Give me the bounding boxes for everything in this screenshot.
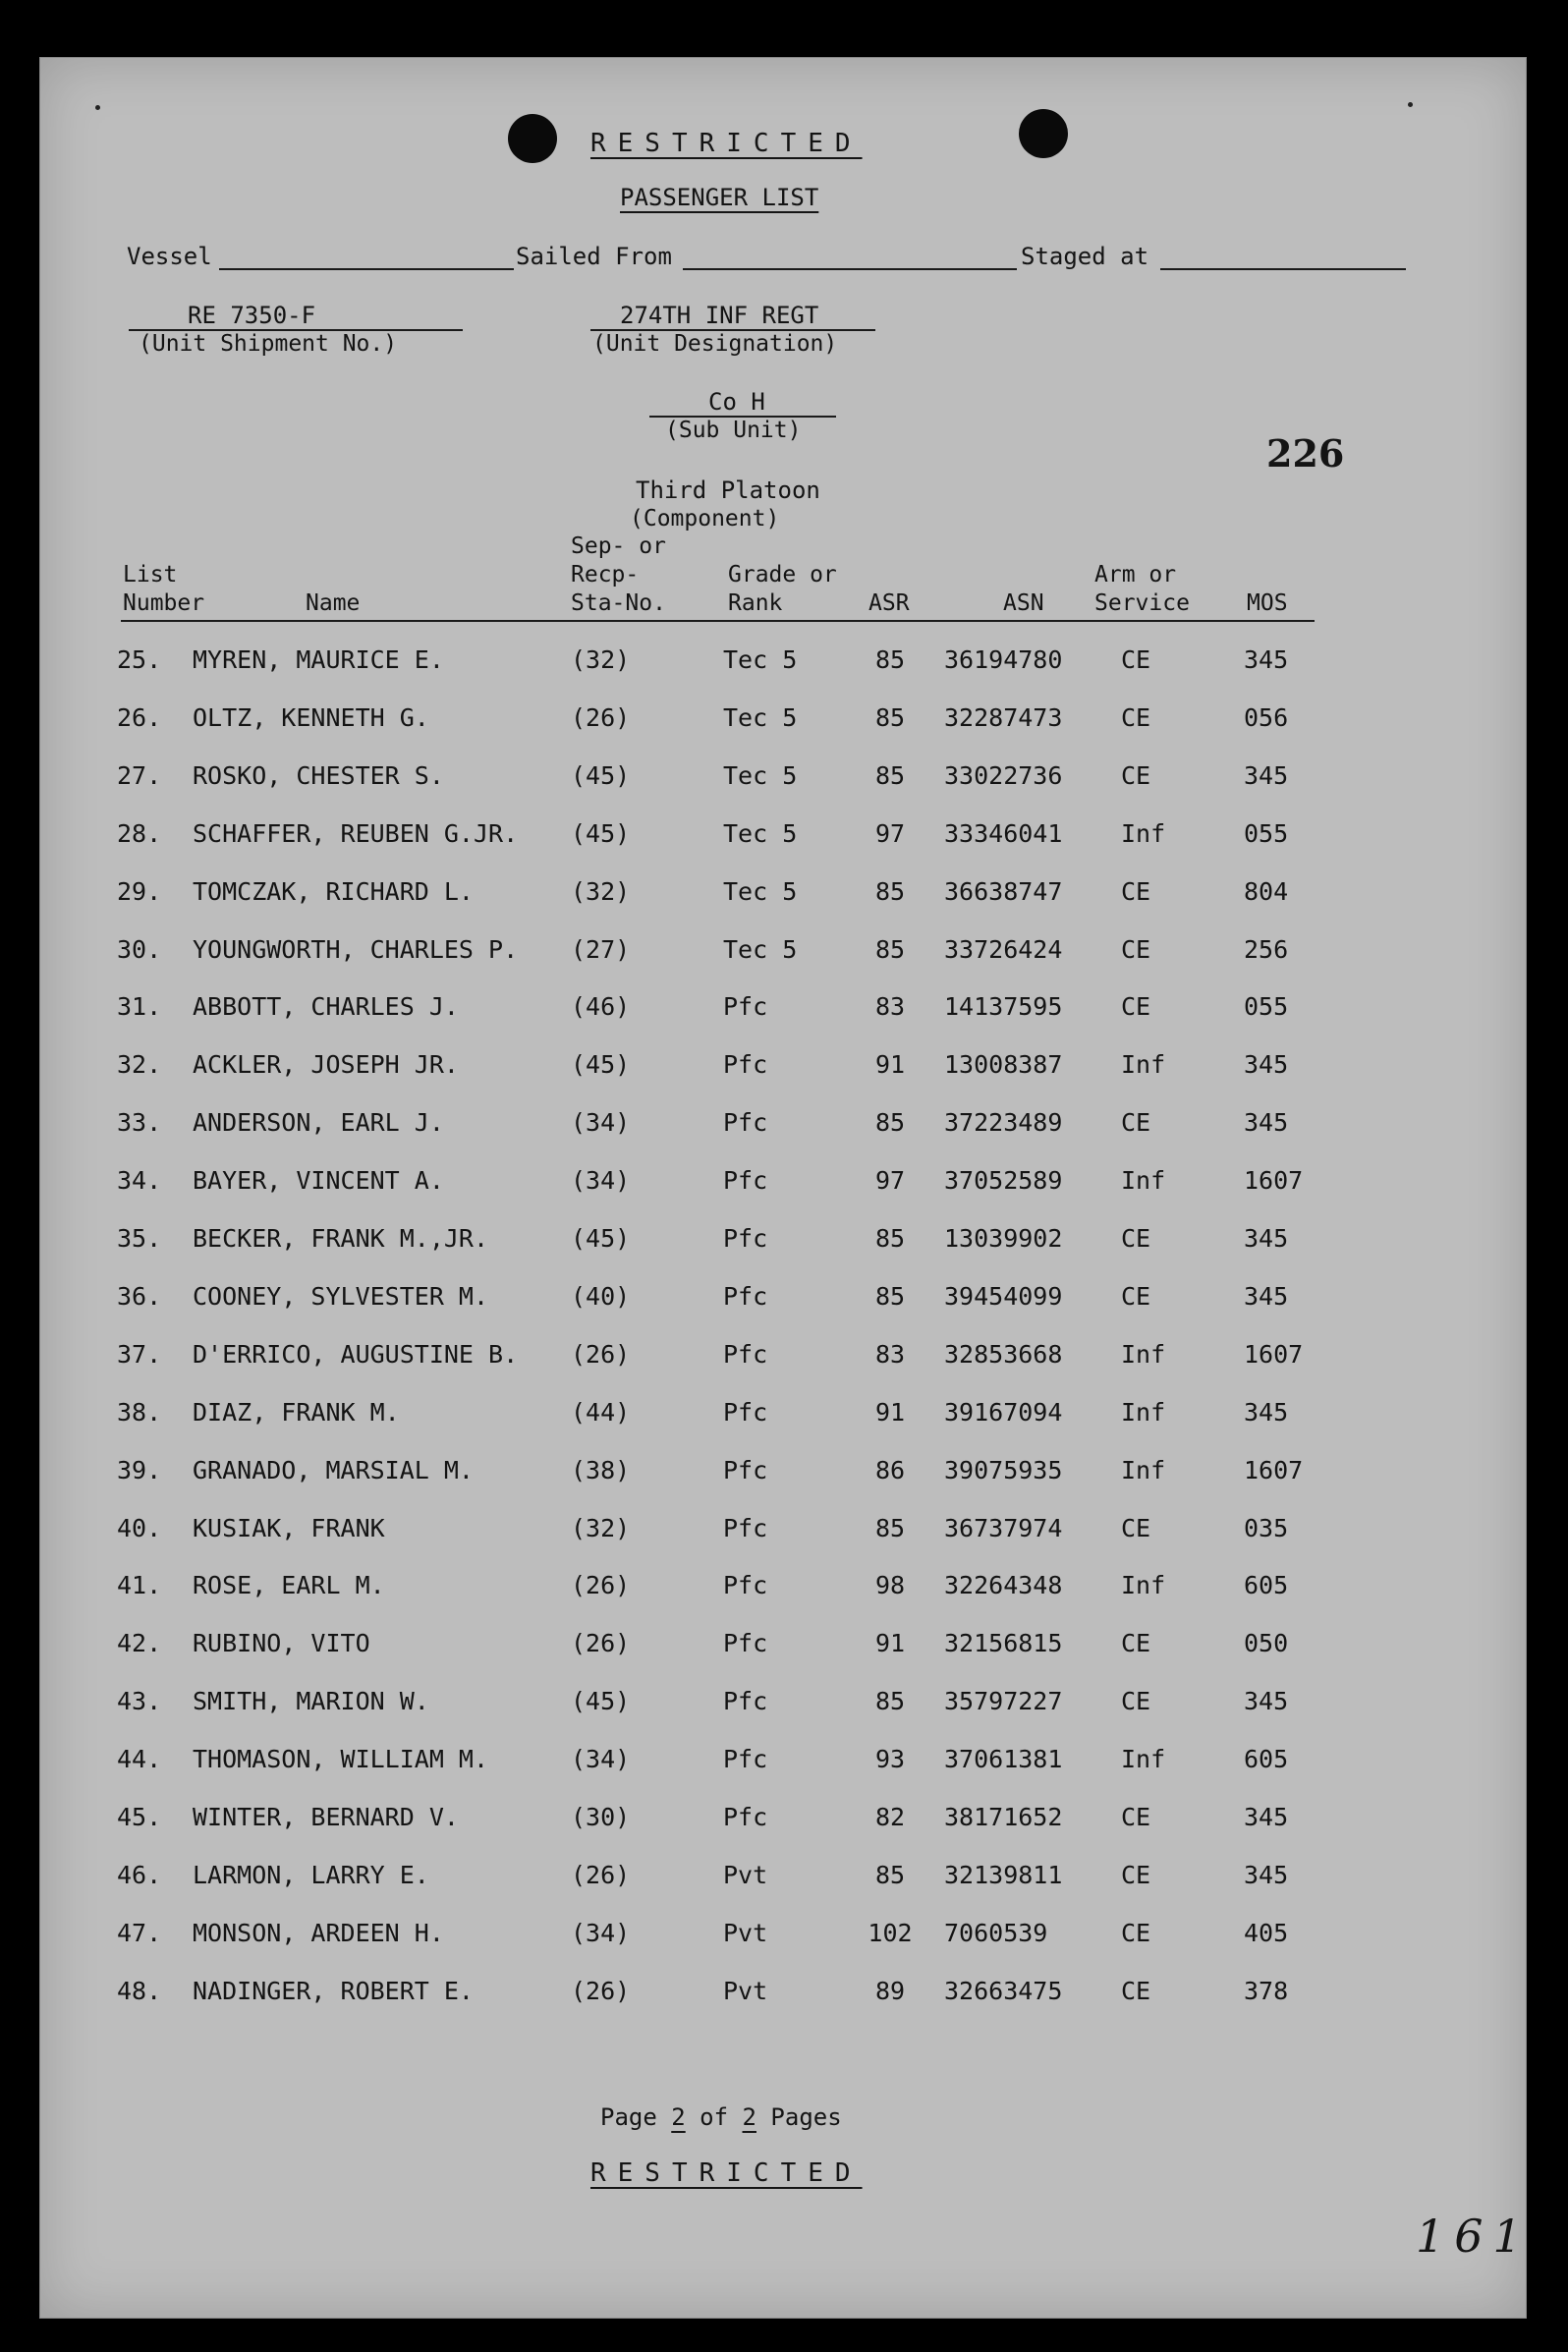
- mos-cell: 345: [1244, 1050, 1289, 1080]
- name-cell: SMITH, MARION W.: [193, 1687, 429, 1716]
- table-row: [40, 1282, 1526, 1321]
- name-cell: WINTER, BERNARD V.: [193, 1803, 459, 1831]
- sailed-from-blank-line: [683, 268, 1017, 270]
- table-row: [40, 645, 1526, 685]
- asr-cell: 83: [874, 992, 906, 1022]
- arm-cell: Inf: [1121, 1397, 1166, 1427]
- grade-cell: Pfc: [723, 1050, 768, 1080]
- sta-no-cell: (32): [571, 1513, 631, 1542]
- mos-cell: 345: [1244, 1224, 1289, 1253]
- column-header-name: Name: [306, 590, 361, 616]
- asn-cell: 32139811: [944, 1860, 1063, 1889]
- grade-cell: Pvt: [723, 1860, 768, 1889]
- sta-no-cell: (26): [571, 702, 631, 732]
- table-row: [40, 1456, 1526, 1495]
- name-cell: KUSIAK, FRANK: [193, 1513, 385, 1542]
- classification-bottom: RESTRICTED: [590, 2158, 863, 2188]
- sta-no-cell: (26): [571, 1860, 631, 1889]
- asr-cell: 89: [874, 1976, 906, 2005]
- list-number-cell: 42.: [117, 1629, 162, 1658]
- asr-cell: 85: [874, 1224, 906, 1253]
- list-number-cell: 28.: [117, 818, 162, 848]
- arm-cell: Inf: [1121, 1745, 1166, 1774]
- mos-cell: 345: [1244, 1860, 1289, 1889]
- asn-cell: 39454099: [944, 1281, 1063, 1311]
- sub-unit-caption: (Sub Unit): [665, 418, 802, 443]
- name-cell: SCHAFFER, REUBEN G.JR.: [193, 818, 519, 848]
- asn-cell: 36638747: [944, 876, 1063, 906]
- sta-no-cell: (34): [571, 1166, 631, 1196]
- asr-cell: 102: [868, 1918, 913, 1947]
- column-header-sta-no: Sep- or Recp- Sta-No.: [571, 533, 666, 616]
- page-indicator: Page 2 of 2 Pages: [600, 2103, 842, 2131]
- arm-cell: CE: [1121, 934, 1151, 964]
- name-cell: LARMON, LARRY E.: [193, 1860, 429, 1889]
- table-row: [40, 1629, 1526, 1668]
- asn-cell: 13008387: [944, 1050, 1063, 1080]
- table-row: [40, 935, 1526, 975]
- sta-no-cell: (38): [571, 1455, 631, 1484]
- grade-cell: Tec 5: [723, 934, 798, 964]
- table-row: [40, 1687, 1526, 1726]
- arm-cell: CE: [1121, 760, 1151, 790]
- grade-cell: Pfc: [723, 1166, 768, 1196]
- sub-unit: Co H: [708, 388, 765, 416]
- column-header-mos: MOS: [1247, 590, 1288, 616]
- grade-cell: Pfc: [723, 1108, 768, 1138]
- list-number-cell: 32.: [117, 1050, 162, 1080]
- asn-cell: 33022736: [944, 760, 1063, 790]
- asr-cell: 85: [874, 1108, 906, 1138]
- asn-cell: 36194780: [944, 645, 1063, 674]
- arm-cell: Inf: [1121, 818, 1166, 848]
- name-cell: ACKLER, JOSEPH JR.: [193, 1050, 459, 1080]
- list-number-cell: 48.: [117, 1976, 162, 2005]
- table-row: [40, 1108, 1526, 1148]
- name-cell: RUBINO, VITO: [193, 1629, 370, 1658]
- list-number-cell: 41.: [117, 1571, 162, 1600]
- component: Third Platoon: [636, 476, 820, 504]
- table-row: [40, 1803, 1526, 1842]
- document-title: PASSENGER LIST: [620, 184, 819, 211]
- asr-cell: 91: [874, 1050, 906, 1080]
- vessel-label: Vessel: [127, 243, 212, 270]
- grade-cell: Pfc: [723, 1339, 768, 1369]
- name-cell: BECKER, FRANK M.,JR.: [193, 1224, 489, 1253]
- arm-cell: CE: [1121, 1976, 1151, 2005]
- name-cell: D'ERRICO, AUGUSTINE B.: [193, 1339, 519, 1369]
- table-row: [40, 819, 1526, 859]
- punch-hole-left: [508, 114, 557, 163]
- list-number-cell: 25.: [117, 645, 162, 674]
- asn-cell: 38171652: [944, 1803, 1063, 1831]
- grade-cell: Pfc: [723, 1803, 768, 1831]
- mos-cell: 378: [1244, 1976, 1289, 2005]
- table-row: [40, 1340, 1526, 1379]
- name-cell: MONSON, ARDEEN H.: [193, 1918, 444, 1947]
- sta-no-cell: (45): [571, 1687, 631, 1716]
- list-number-cell: 33.: [117, 1108, 162, 1138]
- name-cell: NADINGER, ROBERT E.: [193, 1976, 474, 2005]
- asn-cell: 32264348: [944, 1571, 1063, 1600]
- arm-cell: CE: [1121, 1513, 1151, 1542]
- column-header-asr: ASR: [868, 590, 910, 616]
- asn-cell: 32853668: [944, 1339, 1063, 1369]
- asr-cell: 85: [874, 702, 906, 732]
- unit-designation-caption: (Unit Designation): [592, 331, 838, 357]
- grade-cell: Pfc: [723, 1397, 768, 1427]
- arm-cell: Inf: [1121, 1455, 1166, 1484]
- sta-no-cell: (26): [571, 1571, 631, 1600]
- mos-cell: 605: [1244, 1745, 1289, 1774]
- mos-cell: 256: [1244, 934, 1289, 964]
- grade-cell: Pvt: [723, 1976, 768, 2005]
- asr-cell: 98: [874, 1571, 906, 1600]
- grade-cell: Pfc: [723, 1281, 768, 1311]
- sta-no-cell: (27): [571, 934, 631, 964]
- mos-cell: 1607: [1244, 1339, 1304, 1369]
- mos-cell: 345: [1244, 1803, 1289, 1831]
- asr-cell: 85: [874, 1687, 906, 1716]
- grade-cell: Pvt: [723, 1918, 768, 1947]
- sta-no-cell: (26): [571, 1629, 631, 1658]
- list-number-cell: 29.: [117, 876, 162, 906]
- asr-cell: 93: [874, 1745, 906, 1774]
- unit-shipment-caption: (Unit Shipment No.): [139, 331, 398, 357]
- list-number-cell: 30.: [117, 934, 162, 964]
- arm-cell: Inf: [1121, 1166, 1166, 1196]
- asn-cell: 7060539: [944, 1918, 1048, 1947]
- handwritten-page-number: 161: [1416, 2210, 1532, 2263]
- table-row: [40, 703, 1526, 743]
- asn-cell: 39075935: [944, 1455, 1063, 1484]
- name-cell: GRANADO, MARSIAL M.: [193, 1455, 474, 1484]
- asr-cell: 91: [874, 1397, 906, 1427]
- grade-cell: Pfc: [723, 1687, 768, 1716]
- grade-cell: Pfc: [723, 1571, 768, 1600]
- asn-cell: 35797227: [944, 1687, 1063, 1716]
- name-cell: DIAZ, FRANK M.: [193, 1397, 400, 1427]
- list-number-cell: 34.: [117, 1166, 162, 1196]
- arm-cell: Inf: [1121, 1050, 1166, 1080]
- list-number-cell: 36.: [117, 1281, 162, 1311]
- arm-cell: CE: [1121, 1860, 1151, 1889]
- asr-cell: 86: [874, 1455, 906, 1484]
- arm-cell: CE: [1121, 645, 1151, 674]
- vessel-blank-line: [219, 268, 514, 270]
- sta-no-cell: (40): [571, 1281, 631, 1311]
- sta-no-cell: (30): [571, 1803, 631, 1831]
- table-row: [40, 1224, 1526, 1263]
- asn-cell: 37223489: [944, 1108, 1063, 1138]
- mos-cell: 345: [1244, 645, 1289, 674]
- list-number-cell: 38.: [117, 1397, 162, 1427]
- component-caption: (Component): [630, 506, 780, 532]
- grade-cell: Pfc: [723, 1224, 768, 1253]
- mos-cell: 345: [1244, 1108, 1289, 1138]
- name-cell: MYREN, MAURICE E.: [193, 645, 444, 674]
- grade-cell: Pfc: [723, 1455, 768, 1484]
- asn-cell: 32156815: [944, 1629, 1063, 1658]
- asr-cell: 82: [874, 1803, 906, 1831]
- speck: [95, 105, 100, 110]
- list-number-cell: 35.: [117, 1224, 162, 1253]
- arm-cell: CE: [1121, 992, 1151, 1022]
- staged-at-blank-line: [1160, 268, 1406, 270]
- mos-cell: 055: [1244, 818, 1289, 848]
- arm-cell: CE: [1121, 702, 1151, 732]
- list-number-cell: 45.: [117, 1803, 162, 1831]
- arm-cell: CE: [1121, 1629, 1151, 1658]
- asn-cell: 32663475: [944, 1976, 1063, 2005]
- table-row: [40, 761, 1526, 801]
- list-number-cell: 46.: [117, 1860, 162, 1889]
- sta-no-cell: (32): [571, 876, 631, 906]
- table-row: [40, 1166, 1526, 1205]
- sta-no-cell: (26): [571, 1976, 631, 2005]
- name-cell: TOMCZAK, RICHARD L.: [193, 876, 474, 906]
- arm-cell: CE: [1121, 876, 1151, 906]
- sta-no-cell: (45): [571, 1224, 631, 1253]
- list-number-cell: 31.: [117, 992, 162, 1022]
- sta-no-cell: (44): [571, 1397, 631, 1427]
- list-number-cell: 47.: [117, 1918, 162, 1947]
- asn-cell: 14137595: [944, 992, 1063, 1022]
- staged-at-label: Staged at: [1021, 243, 1149, 270]
- asn-cell: 39167094: [944, 1397, 1063, 1427]
- asn-cell: 37061381: [944, 1745, 1063, 1774]
- asr-cell: 85: [874, 876, 906, 906]
- mos-cell: 804: [1244, 876, 1289, 906]
- name-cell: ANDERSON, EARL J.: [193, 1108, 444, 1138]
- arm-cell: CE: [1121, 1803, 1151, 1831]
- grade-cell: Tec 5: [723, 818, 798, 848]
- grade-cell: Tec 5: [723, 876, 798, 906]
- name-cell: ABBOTT, CHARLES J.: [193, 992, 459, 1022]
- mos-cell: 055: [1244, 992, 1289, 1022]
- document-page: [39, 57, 1532, 2319]
- mos-cell: 050: [1244, 1629, 1289, 1658]
- column-header-asn: ASN: [1003, 590, 1044, 616]
- table-row: [40, 1861, 1526, 1900]
- asr-cell: 85: [874, 645, 906, 674]
- sta-no-cell: (45): [571, 1050, 631, 1080]
- sta-no-cell: (34): [571, 1745, 631, 1774]
- speck: [1408, 102, 1413, 107]
- list-number-cell: 43.: [117, 1687, 162, 1716]
- arm-cell: CE: [1121, 1224, 1151, 1253]
- asn-cell: 37052589: [944, 1166, 1063, 1196]
- name-cell: BAYER, VINCENT A.: [193, 1166, 444, 1196]
- list-number-cell: 40.: [117, 1513, 162, 1542]
- table-row: [40, 877, 1526, 917]
- arm-cell: Inf: [1121, 1571, 1166, 1600]
- asr-cell: 97: [874, 818, 906, 848]
- mos-cell: 1607: [1244, 1166, 1304, 1196]
- stamp-number: 226: [1266, 431, 1345, 476]
- arm-cell: Inf: [1121, 1339, 1166, 1369]
- sailed-from-label: Sailed From: [516, 243, 672, 270]
- name-cell: OLTZ, KENNETH G.: [193, 702, 429, 732]
- asr-cell: 85: [874, 760, 906, 790]
- mos-cell: 056: [1244, 702, 1289, 732]
- header-rule: [121, 620, 1315, 622]
- asn-cell: 13039902: [944, 1224, 1063, 1253]
- asn-cell: 33346041: [944, 818, 1063, 848]
- classification-top: RESTRICTED: [590, 129, 863, 158]
- column-header-arm-or-service: Arm or Service: [1094, 562, 1190, 616]
- list-number-cell: 44.: [117, 1745, 162, 1774]
- mos-cell: 345: [1244, 1397, 1289, 1427]
- asr-cell: 83: [874, 1339, 906, 1369]
- list-number-cell: 27.: [117, 760, 162, 790]
- table-row: [40, 992, 1526, 1032]
- name-cell: ROSE, EARL M.: [193, 1571, 385, 1600]
- unit-shipment-no: RE 7350-F: [188, 302, 316, 329]
- arm-cell: CE: [1121, 1108, 1151, 1138]
- sta-no-cell: (46): [571, 992, 631, 1022]
- grade-cell: Tec 5: [723, 645, 798, 674]
- mos-cell: 605: [1244, 1571, 1289, 1600]
- asn-cell: 36737974: [944, 1513, 1063, 1542]
- name-cell: ROSKO, CHESTER S.: [193, 760, 444, 790]
- grade-cell: Pfc: [723, 1745, 768, 1774]
- table-row: [40, 1050, 1526, 1090]
- mos-cell: 345: [1244, 1281, 1289, 1311]
- mos-cell: 345: [1244, 1687, 1289, 1716]
- asr-cell: 85: [874, 934, 906, 964]
- arm-cell: CE: [1121, 1918, 1151, 1947]
- sta-no-cell: (34): [571, 1918, 631, 1947]
- sta-no-cell: (34): [571, 1108, 631, 1138]
- mos-cell: 1607: [1244, 1455, 1304, 1484]
- mos-cell: 035: [1244, 1513, 1289, 1542]
- name-cell: THOMASON, WILLIAM M.: [193, 1745, 489, 1774]
- asr-cell: 85: [874, 1513, 906, 1542]
- column-header-list-number: List Number: [123, 562, 205, 616]
- sta-no-cell: (45): [571, 760, 631, 790]
- list-number-cell: 26.: [117, 702, 162, 732]
- grade-cell: Pfc: [723, 992, 768, 1022]
- name-cell: YOUNGWORTH, CHARLES P.: [193, 934, 519, 964]
- asn-cell: 33726424: [944, 934, 1063, 964]
- asr-cell: 91: [874, 1629, 906, 1658]
- asr-cell: 85: [874, 1281, 906, 1311]
- table-row: [40, 1514, 1526, 1553]
- name-cell: COONEY, SYLVESTER M.: [193, 1281, 489, 1311]
- grade-cell: Tec 5: [723, 702, 798, 732]
- table-row: [40, 1977, 1526, 2016]
- list-number-cell: 39.: [117, 1455, 162, 1484]
- grade-cell: Pfc: [723, 1629, 768, 1658]
- column-header-grade: Grade or Rank: [728, 562, 837, 616]
- sta-no-cell: (32): [571, 645, 631, 674]
- grade-cell: Pfc: [723, 1513, 768, 1542]
- unit-designation: 274TH INF REGT: [620, 302, 819, 329]
- asn-cell: 32287473: [944, 702, 1063, 732]
- sta-no-cell: (45): [571, 818, 631, 848]
- table-row: [40, 1571, 1526, 1610]
- arm-cell: CE: [1121, 1281, 1151, 1311]
- mos-cell: 345: [1244, 760, 1289, 790]
- mos-cell: 405: [1244, 1918, 1289, 1947]
- table-row: [40, 1398, 1526, 1437]
- asr-cell: 97: [874, 1166, 906, 1196]
- grade-cell: Tec 5: [723, 760, 798, 790]
- asr-cell: 85: [874, 1860, 906, 1889]
- arm-cell: CE: [1121, 1687, 1151, 1716]
- table-row: [40, 1745, 1526, 1784]
- punch-hole-right: [1019, 109, 1068, 158]
- table-row: [40, 1919, 1526, 1958]
- sta-no-cell: (26): [571, 1339, 631, 1369]
- list-number-cell: 37.: [117, 1339, 162, 1369]
